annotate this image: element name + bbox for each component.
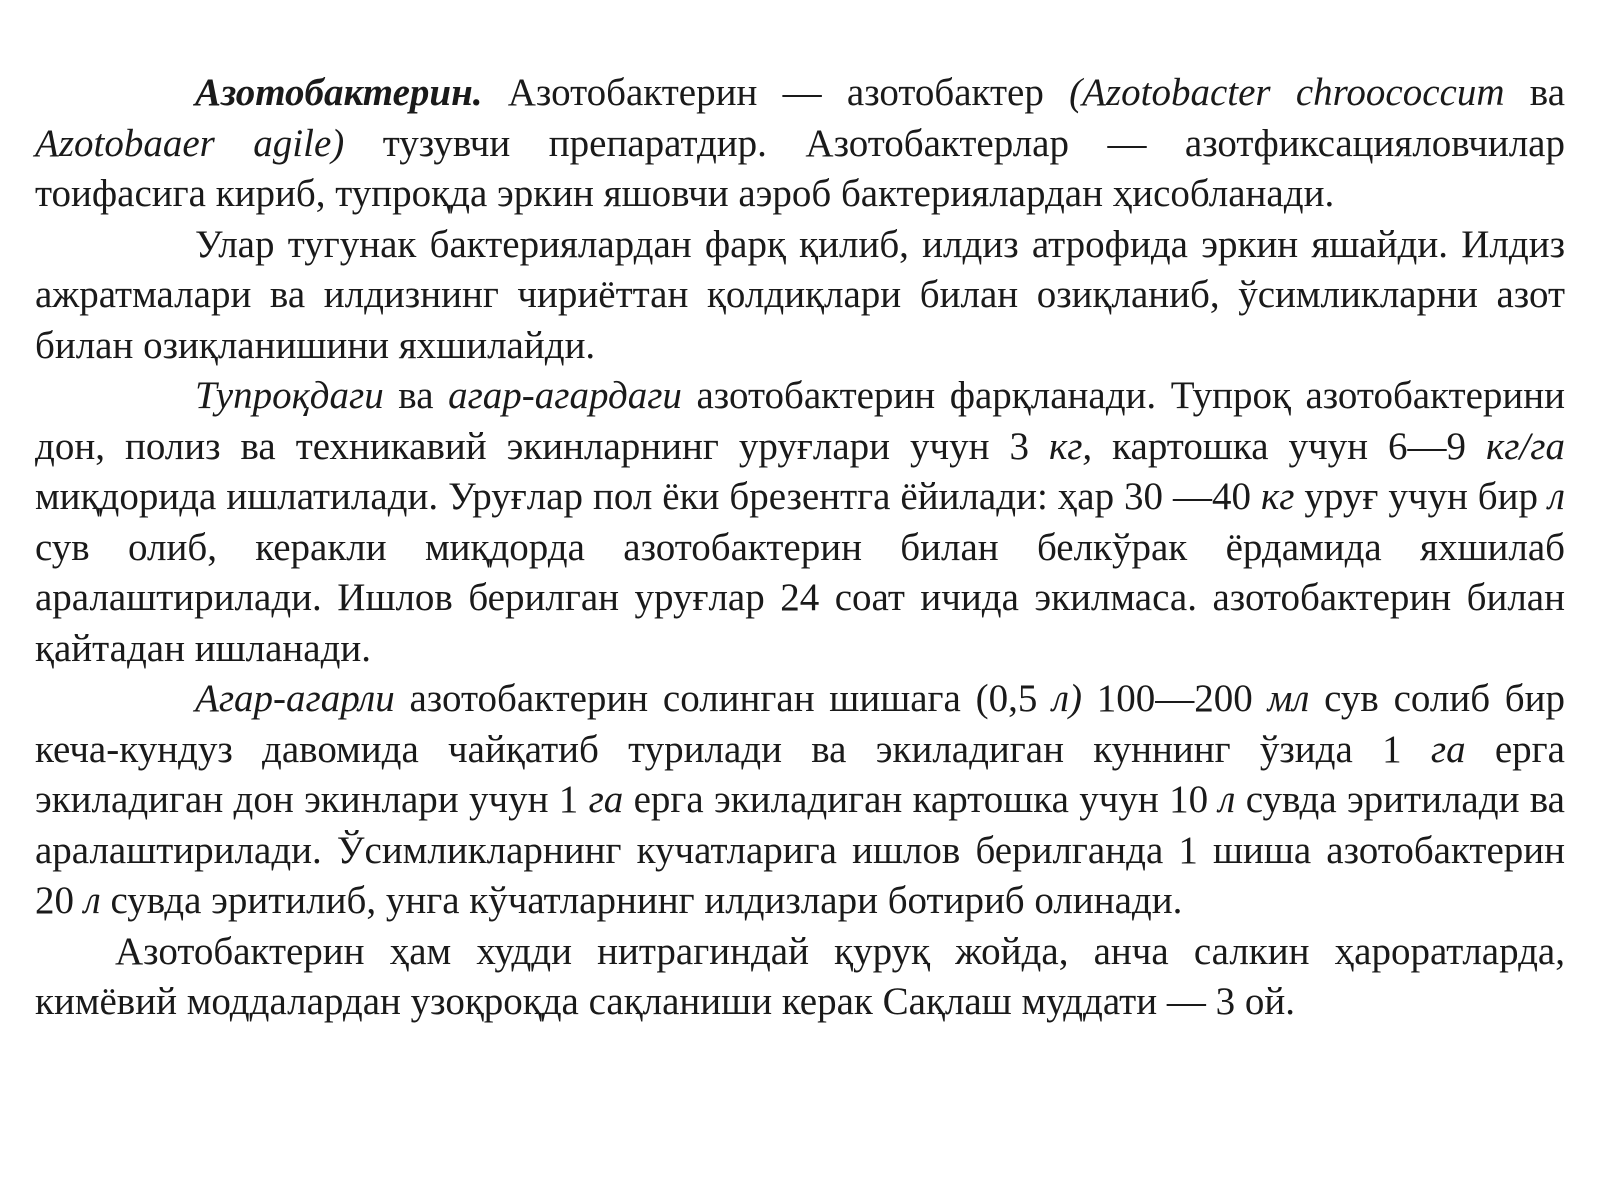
paragraph-soil-azotobacterin (35, 371, 1565, 674)
unit-kg: кг, (1048, 424, 1093, 468)
paragraph-root-zone (35, 220, 1565, 372)
paragraph-azotobacterin-intro (35, 68, 1565, 220)
unit-ml: мл (1267, 677, 1310, 720)
unit-liter: л) (1052, 677, 1083, 720)
term-agar-based: Агар-агарли (195, 677, 395, 720)
text-run: Улар тугунак бактериялардан фарқ қилиб, илдиз атрофида эркин яшайди. Илдиз ажратмалари ва илдизнинг чириёттан қолдиқлари билан озиқланиб, ўсимликларни азот билан озиқланишини яхшилайди. (35, 222, 1565, 367)
unit-kg: кг (1260, 475, 1295, 518)
document-body (35, 68, 1565, 1028)
text-run: сувда эритилиб, унга кўчатларнинг илдизлари ботириб олинади. (100, 879, 1183, 922)
term-agar: агар-агардаги (448, 374, 682, 417)
paragraph-storage (35, 927, 1565, 1028)
latin-name-agile: Azotobaaer agile) (35, 121, 345, 165)
text-run: ва (1504, 71, 1566, 114)
latin-name-chroococcum: (Azotobacter chroococcum (1069, 71, 1505, 114)
unit-hectare: га (1430, 727, 1466, 771)
text-run: миқдорида ишлатилади. Уруғлар пол ёки брезентга ёйилади: ҳар 30 —40 (35, 475, 1261, 518)
unit-liter: л (83, 879, 101, 922)
section-heading: Азотобактерин. (195, 71, 483, 114)
unit-kg-per-ha: кг/га (1485, 424, 1565, 468)
text-run: азотобактерин фарқланади. Тупроқ азотобактерини дон, полиз ва техникавий экинларнинг уруғлари учун 3 (35, 374, 1565, 468)
unit-hectare: га (588, 778, 624, 821)
unit-liter: л (1547, 475, 1565, 518)
text-run: уруғ учун бир (1294, 475, 1548, 518)
text-run: ерга экиладиган картошка учун 10 (623, 778, 1219, 821)
text-run: азотобактерин солинган шишага (0,5 (394, 677, 1053, 720)
term-soil: Тупроқдаги (195, 374, 384, 417)
text-run: картошка учун 6—9 (1092, 424, 1486, 468)
text-run: сувда эритилади ва аралаштирилади. Ўсимликларнинг кучатларига ишлов берилганда 1 шиша азотобактерин 20 (35, 778, 1565, 922)
text-run: ва (383, 374, 449, 417)
paragraph-agar-azotobacterin (35, 674, 1565, 927)
unit-liter: л (1218, 778, 1236, 821)
text-run: тузувчи препаратдир. Азотобактерлар — азотфиксацияловчилар тоифасига кириб, тупроқда эркин яшовчи аэроб бактериялардан ҳисобланади. (35, 121, 1565, 215)
text-run: сув солиб бир кеча-кундуз давомида чайқатиб турилади ва экиладиган куннинг ўзида 1 (35, 677, 1565, 771)
text-run: 100—200 (1082, 677, 1268, 720)
text-run: сув олиб, керакли миқдорда азотобактерин билан белкўрак ёрдамида яхшилаб аралаштирилади. Ишлов берилган уруғлар 24 соат ичида экилмаса. азотобактерин билан қайтадан ишланади. (35, 525, 1565, 670)
text-run: Азотобактерин — азотобактер (482, 71, 1070, 114)
text-run: ерга экиладиган дон экинлари учун 1 (35, 727, 1565, 821)
text-run: Азотобактерин ҳам худди нитрагиндай қуруқ жойда, анча салкин ҳароратларда, кимёвий моддалардан узоқроқда сақланиши керак Сақлаш муддати — 3 ой. (35, 929, 1565, 1023)
